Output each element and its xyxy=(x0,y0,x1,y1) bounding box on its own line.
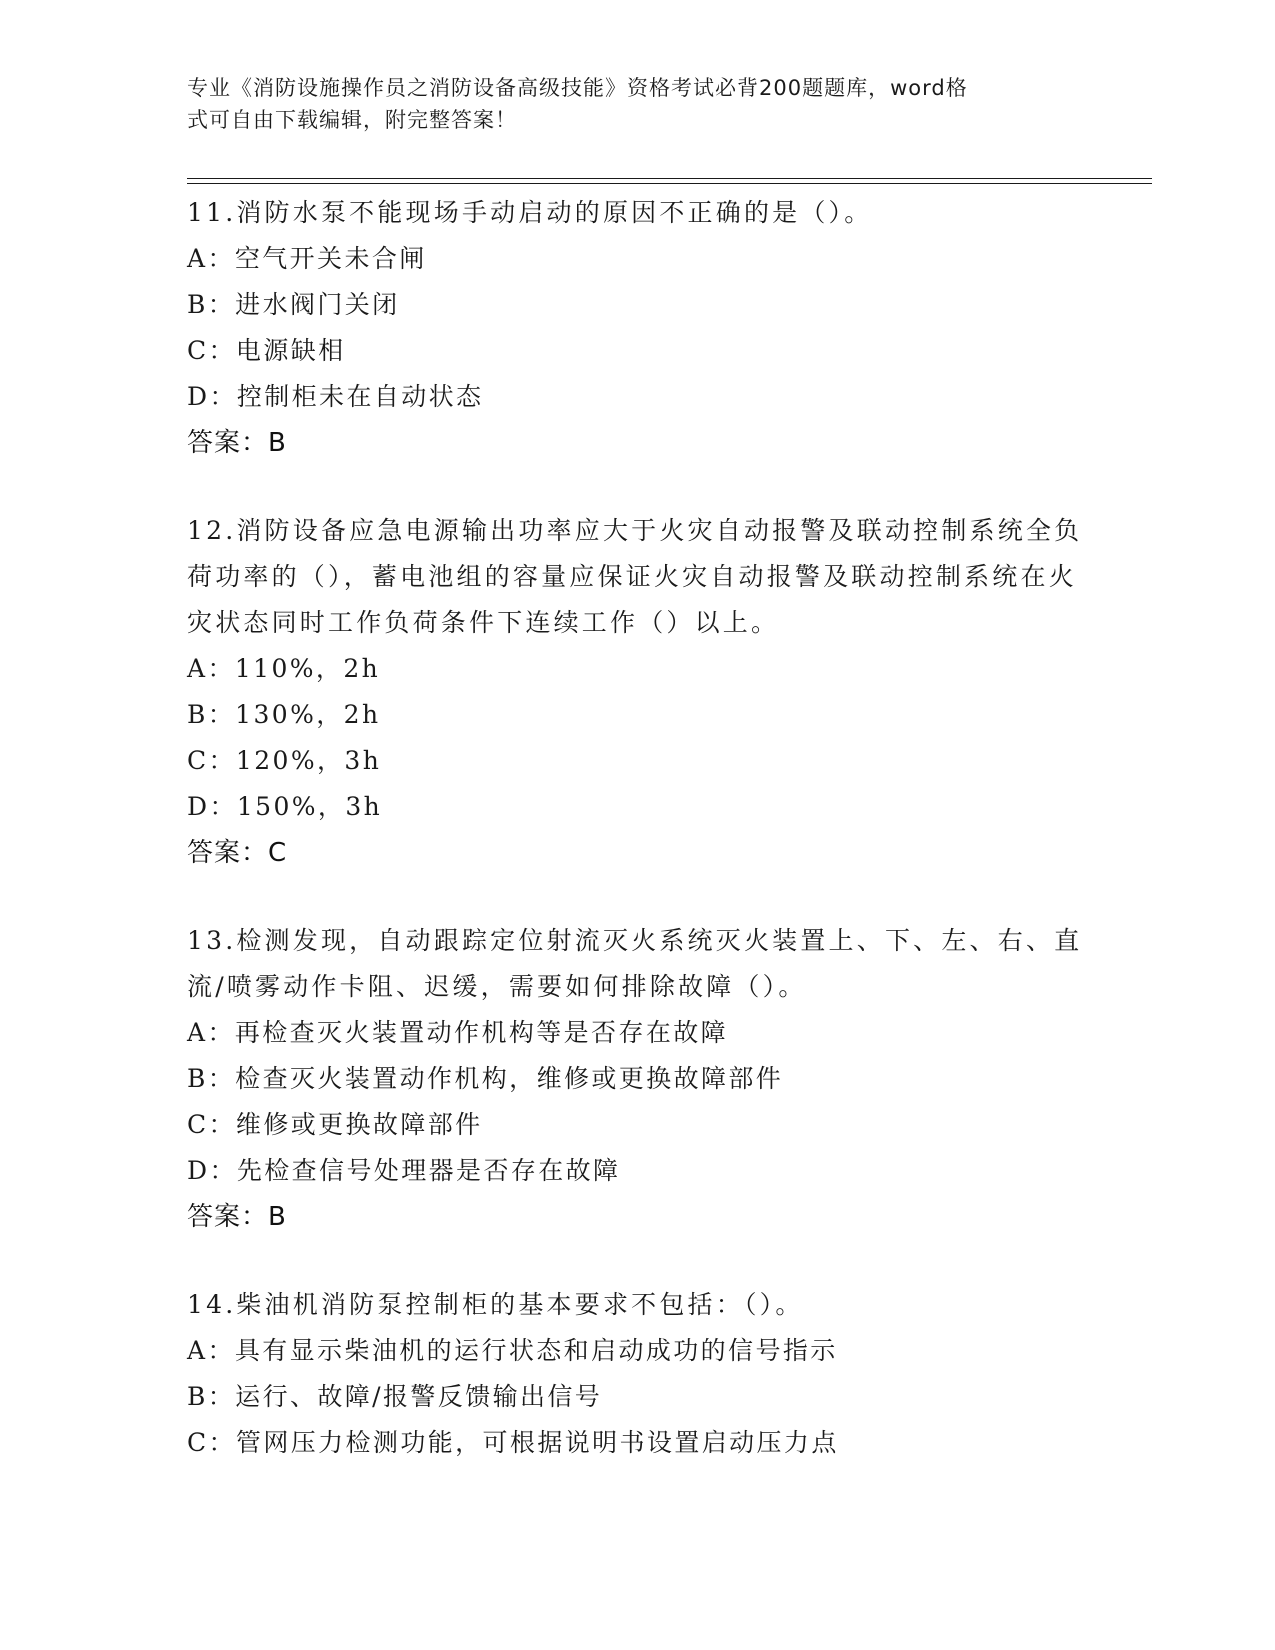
question-list xyxy=(187,190,1087,1508)
document-header xyxy=(187,72,1077,136)
header-line-2: 式可自由下载编辑，附完整答案！ xyxy=(187,108,517,132)
option-c: C：120%，3h xyxy=(187,746,382,775)
answer: 答案：B xyxy=(187,1202,287,1232)
option-d: D：先检查信号处理器是否存在故障 xyxy=(187,1156,621,1185)
header-divider-top xyxy=(187,178,1152,179)
question-text: 13.检测发现，自动跟踪定位射流灭火系统灭火装置上、下、左、右、直流/喷雾动作卡阻、迟缓，需要如何排除故障（）。 xyxy=(187,926,1083,1001)
option-b: B：检查灭火装置动作机构，维修或更换故障部件 xyxy=(187,1064,784,1093)
option-a: A：空气开关未合闸 xyxy=(187,244,427,273)
option-a: A：再检查灭火装置动作机构等是否存在故障 xyxy=(187,1018,729,1047)
question-12 xyxy=(187,508,1087,876)
option-c: C：管网压力检测功能，可根据说明书设置启动压力点 xyxy=(187,1428,839,1457)
option-c: C：电源缺相 xyxy=(187,336,346,365)
option-c: C：维修或更换故障部件 xyxy=(187,1110,483,1139)
header-divider-bottom xyxy=(187,183,1152,184)
question-11 xyxy=(187,190,1087,466)
question-text: 12.消防设备应急电源输出功率应大于火灾自动报警及联动控制系统全负荷功率的（），蓄电池组的容量应保证火灾自动报警及联动控制系统在火灾状态同时工作负荷条件下连续工作（）以上。 xyxy=(187,516,1083,637)
question-text: 14.柴油机消防泵控制柜的基本要求不包括：（）。 xyxy=(187,1290,804,1319)
question-13 xyxy=(187,918,1087,1240)
answer: 答案：B xyxy=(187,428,287,458)
option-d: D：150%，3h xyxy=(187,792,383,821)
question-text: 11.消防水泵不能现场手动启动的原因不正确的是（）。 xyxy=(187,198,873,227)
question-14 xyxy=(187,1282,1087,1466)
option-a: A：具有显示柴油机的运行状态和启动成功的信号指示 xyxy=(187,1336,838,1365)
option-b: B：运行、故障/报警反馈输出信号 xyxy=(187,1382,603,1411)
option-b: B：130%，2h xyxy=(187,700,381,729)
answer: 答案：C xyxy=(187,838,288,868)
option-d: D：控制柜未在自动状态 xyxy=(187,382,484,411)
option-a: A：110%，2h xyxy=(187,654,381,683)
option-b: B：进水阀门关闭 xyxy=(187,290,400,319)
header-line-1: 专业《消防设施操作员之消防设备高级技能》资格考试必背200题题库，word格 xyxy=(187,76,968,100)
